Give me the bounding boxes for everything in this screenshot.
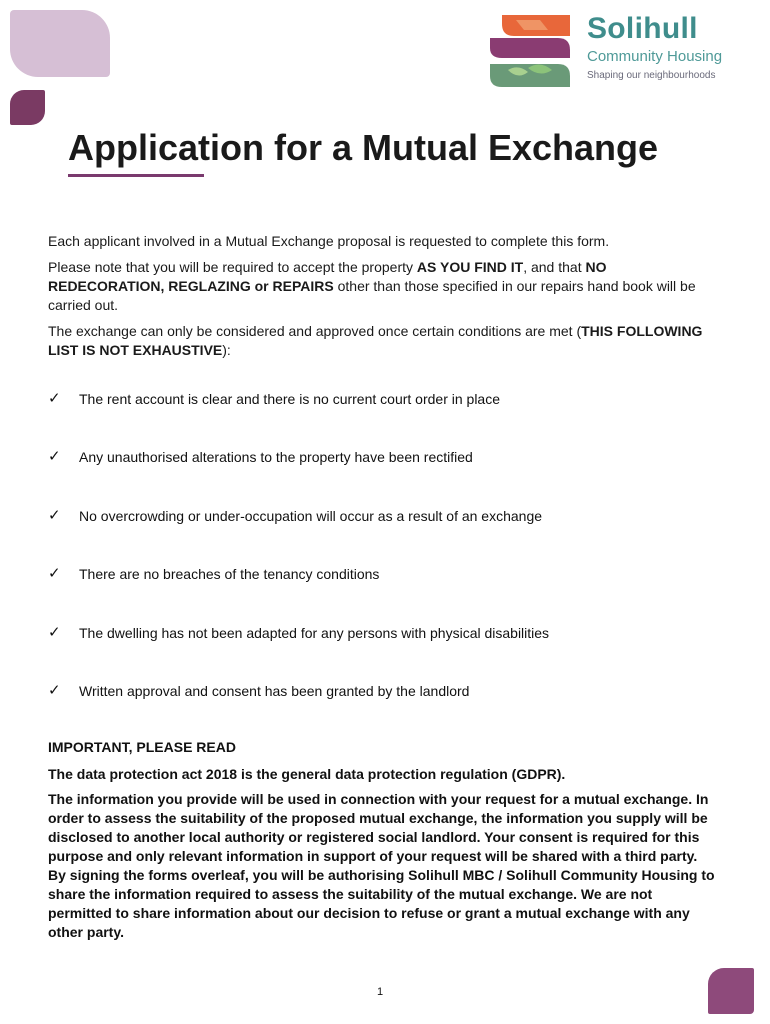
condition-text: The rent account is clear and there is no current court order in place [79,391,500,407]
condition-text: Any unauthorised alterations to the property have been rectified [79,449,473,466]
condition-text: Written approval and consent has been granted by the landlord [79,682,470,699]
intro-paragraph-1: Each applicant involved in a Mutual Exchange proposal is requested to complete this form. [48,233,610,249]
page-title: Application for a Mutual Exchange [68,127,659,168]
list-item [48,624,728,682]
logo-subtitle: Community Housing [587,48,723,65]
list-item [48,565,728,623]
text-run: ): [222,342,231,358]
logo-name: Solihull [587,12,698,45]
intro-paragraph-3 [48,322,720,360]
notice-gdpr: The data protection act 2018 is the general data protection regulation (GDPR). [48,766,566,782]
decorative-shape-plum [10,90,45,125]
intro-paragraph-2 [48,258,720,315]
emphasis-no-repairs: NO REDECORATION, REGLAZING or REPAIRS [48,259,607,294]
decorative-shape-corner [708,968,754,1014]
title-underline [68,174,204,177]
checkmark-icon: ✓ [48,447,61,466]
text-run: other than those specified in our repairs hand book will be carried out. [48,278,696,313]
text-run: , and that [523,259,586,275]
list-item [48,682,728,740]
checkmark-icon: ✓ [48,680,61,699]
notice-heading: IMPORTANT, PLEASE READ [48,739,236,755]
page-number: 1 [377,986,384,998]
logo-text-block [587,12,722,82]
solihull-community-housing-logo [488,12,760,92]
emphasis-not-exhaustive: THIS FOLLOWING LIST IS NOT EXHAUSTIVE [48,323,703,358]
checkmark-icon: ✓ [48,622,61,641]
checkmark-icon: ✓ [48,389,61,407]
text-run: Please note that you will be required to accept the property [48,259,417,275]
text-run: The exchange can only be considered and approved once certain conditions are met ( [48,323,582,339]
list-item [48,390,728,448]
logo-mark-icon [488,12,578,92]
conditions-checklist [48,390,728,740]
list-item [48,448,728,506]
logo-tagline: Shaping our neighbourhoods [587,70,716,81]
condition-text: There are no breaches of the tenancy conditions [79,566,380,583]
condition-text: No overcrowding or under-occupation will occur as a result of an exchange [79,507,543,524]
checkmark-icon: ✓ [48,564,61,583]
list-item [48,507,728,565]
decorative-shape-lilac [10,10,110,77]
emphasis-as-you-find-it: AS YOU FIND IT [416,259,524,275]
condition-text: The dwelling has not been adapted for any persons with physical disabilities [79,624,550,641]
notice-body: The information you provide will be used in connection with your request for a mutual exchange. In order to assess the suitability of the proposed mutual exchange, the information you supply will be disclosed to another local authority or registered social landlord. Your consent is required for this purpose and only relevant information in support of your request will be shared with a third party. By signing the forms overleaf, you will be authorising Solihull MBC / Solihull Community Housing to share the information required to assess the suitability of the mutual exchange. We are not permitted to share information about our decision to refuse or grant a mutual exchange with any other party. [48,791,715,940]
checkmark-icon: ✓ [48,505,61,524]
